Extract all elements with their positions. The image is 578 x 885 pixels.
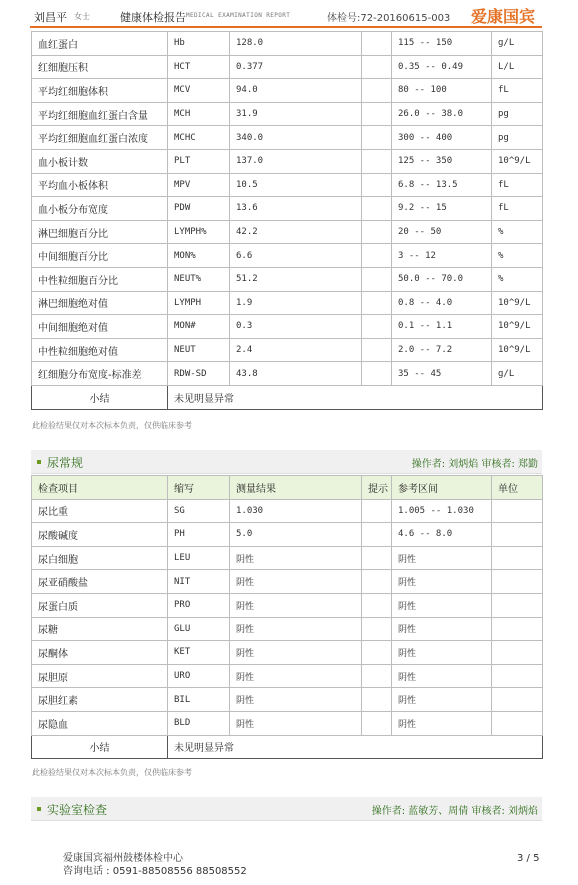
table-header-row	[32, 476, 543, 500]
bullet-icon	[37, 460, 41, 464]
item-unit: fL	[492, 79, 543, 103]
item-name: 尿比重	[32, 499, 168, 523]
item-flag	[362, 220, 392, 244]
item-unit: g/L	[492, 362, 543, 386]
table-row	[32, 523, 543, 547]
item-flag	[362, 173, 392, 197]
item-result: 5.0	[230, 523, 362, 547]
table-row	[32, 617, 543, 641]
item-unit: pg	[492, 126, 543, 150]
item-range: 阴性	[392, 641, 492, 665]
summary-label: 小结	[32, 735, 168, 759]
item-flag	[362, 32, 392, 56]
item-range: 80 -- 100	[392, 79, 492, 103]
item-unit	[492, 499, 543, 523]
table-row	[32, 267, 543, 291]
item-result: 51.2	[230, 267, 362, 291]
item-result: 137.0	[230, 149, 362, 173]
item-abbr: HCT	[168, 55, 230, 79]
item-flag	[362, 641, 392, 665]
header-divider	[30, 26, 542, 28]
item-unit	[492, 664, 543, 688]
item-flag	[362, 523, 392, 547]
item-result: 阴性	[230, 641, 362, 665]
item-unit: L/L	[492, 55, 543, 79]
summary-text: 未见明显异常	[168, 385, 543, 409]
item-name: 尿胆红素	[32, 688, 168, 712]
blood-results-table	[31, 31, 543, 410]
item-name: 尿糖	[32, 617, 168, 641]
item-name: 尿隐血	[32, 711, 168, 735]
item-abbr: NIT	[168, 570, 230, 594]
item-abbr: PH	[168, 523, 230, 547]
item-result: 阴性	[230, 617, 362, 641]
item-abbr: URO	[168, 664, 230, 688]
item-abbr: MCV	[168, 79, 230, 103]
item-result: 阴性	[230, 593, 362, 617]
item-flag	[362, 499, 392, 523]
column-header: 测量结果	[230, 476, 362, 500]
item-flag	[362, 149, 392, 173]
patient-name: 刘昌平	[34, 11, 67, 24]
item-result: 128.0	[230, 32, 362, 56]
item-result: 1.030	[230, 499, 362, 523]
report-title: 健康体检报告	[120, 11, 186, 24]
item-flag	[362, 102, 392, 126]
table-row	[32, 499, 543, 523]
table-row	[32, 32, 543, 56]
item-unit: %	[492, 244, 543, 268]
item-range: 4.6 -- 8.0	[392, 523, 492, 547]
item-range: 0.35 -- 0.49	[392, 55, 492, 79]
item-range: 3 -- 12	[392, 244, 492, 268]
summary-row	[32, 735, 543, 759]
item-abbr: RDW-SD	[168, 362, 230, 386]
item-name: 尿酮体	[32, 641, 168, 665]
item-name: 淋巴细胞绝对值	[32, 291, 168, 315]
item-unit	[492, 711, 543, 735]
section-title: 尿常规	[47, 456, 84, 470]
column-header: 检查项目	[32, 476, 168, 500]
item-result: 43.8	[230, 362, 362, 386]
brand-logo: 爱康国宾	[471, 7, 536, 26]
table-row	[32, 688, 543, 712]
item-result: 2.4	[230, 338, 362, 362]
table-row	[32, 291, 543, 315]
item-result: 1.9	[230, 291, 362, 315]
item-abbr: LEU	[168, 546, 230, 570]
item-abbr: PRO	[168, 593, 230, 617]
item-abbr: LYMPH	[168, 291, 230, 315]
item-abbr: LYMPH%	[168, 220, 230, 244]
item-range: 阴性	[392, 664, 492, 688]
item-name: 平均红细胞体积	[32, 79, 168, 103]
report-header	[0, 0, 578, 30]
item-flag	[362, 315, 392, 339]
table-row	[32, 220, 543, 244]
item-flag	[362, 126, 392, 150]
item-range: 300 -- 400	[392, 126, 492, 150]
item-unit: 10^9/L	[492, 291, 543, 315]
table-row	[32, 55, 543, 79]
item-result: 94.0	[230, 79, 362, 103]
item-flag	[362, 338, 392, 362]
item-abbr: BLD	[168, 711, 230, 735]
item-abbr: PDW	[168, 197, 230, 221]
item-result: 31.9	[230, 102, 362, 126]
item-name: 血红蛋白	[32, 32, 168, 56]
item-abbr: MPV	[168, 173, 230, 197]
item-abbr: NEUT	[168, 338, 230, 362]
summary-text: 未见明显异常	[168, 735, 543, 759]
table-row	[32, 79, 543, 103]
item-unit: 10^9/L	[492, 149, 543, 173]
item-abbr: MCHC	[168, 126, 230, 150]
item-flag	[362, 570, 392, 594]
table-row	[32, 711, 543, 735]
item-abbr: MON%	[168, 244, 230, 268]
item-name: 血小板计数	[32, 149, 168, 173]
table-row	[32, 362, 543, 386]
item-unit	[492, 523, 543, 547]
item-flag	[362, 55, 392, 79]
item-result: 阴性	[230, 664, 362, 688]
item-flag	[362, 267, 392, 291]
item-name: 血小板分布宽度	[32, 197, 168, 221]
item-name: 尿蛋白质	[32, 593, 168, 617]
table-row	[32, 197, 543, 221]
bullet-icon	[37, 807, 41, 811]
table-row	[32, 149, 543, 173]
item-unit: %	[492, 220, 543, 244]
item-name: 中性粒细胞百分比	[32, 267, 168, 291]
footer-organization: 爱康国宾福州鼓楼体检中心	[63, 853, 183, 864]
item-unit	[492, 617, 543, 641]
exam-number: 体检号:72-20160615-003	[327, 13, 451, 24]
item-result: 42.2	[230, 220, 362, 244]
item-unit	[492, 570, 543, 594]
item-range: 2.0 -- 7.2	[392, 338, 492, 362]
item-flag	[362, 546, 392, 570]
urine-results-table	[31, 475, 543, 759]
table-row	[32, 593, 543, 617]
item-unit	[492, 688, 543, 712]
item-unit	[492, 641, 543, 665]
section-header-urine	[31, 450, 542, 474]
item-flag	[362, 244, 392, 268]
item-range: 阴性	[392, 570, 492, 594]
item-range: 阴性	[392, 546, 492, 570]
item-result: 0.3	[230, 315, 362, 339]
item-result: 6.6	[230, 244, 362, 268]
table-row	[32, 570, 543, 594]
item-unit: fL	[492, 197, 543, 221]
item-abbr: SG	[168, 499, 230, 523]
item-flag	[362, 362, 392, 386]
item-abbr: KET	[168, 641, 230, 665]
item-name: 淋巴细胞百分比	[32, 220, 168, 244]
item-result: 340.0	[230, 126, 362, 150]
item-flag	[362, 617, 392, 641]
table-row	[32, 315, 543, 339]
item-range: 阴性	[392, 711, 492, 735]
item-flag	[362, 593, 392, 617]
section-header-lab	[31, 797, 542, 821]
item-range: 50.0 -- 70.0	[392, 267, 492, 291]
item-name: 红细胞压积	[32, 55, 168, 79]
item-result: 10.5	[230, 173, 362, 197]
item-name: 红细胞分布宽度-标准差	[32, 362, 168, 386]
item-flag	[362, 197, 392, 221]
report-title-en: MEDICAL EXAMINATION REPORT	[186, 12, 291, 19]
page-number: 3 / 5	[517, 853, 540, 864]
item-abbr: MON#	[168, 315, 230, 339]
item-unit: g/L	[492, 32, 543, 56]
column-header: 提示	[362, 476, 392, 500]
table-row	[32, 664, 543, 688]
item-flag	[362, 664, 392, 688]
column-header: 参考区间	[392, 476, 492, 500]
item-range: 115 -- 150	[392, 32, 492, 56]
item-name: 平均红细胞血红蛋白浓度	[32, 126, 168, 150]
item-range: 阴性	[392, 617, 492, 641]
item-result: 阴性	[230, 711, 362, 735]
item-name: 中间细胞百分比	[32, 244, 168, 268]
summary-label: 小结	[32, 385, 168, 409]
item-unit: fL	[492, 173, 543, 197]
item-result: 0.377	[230, 55, 362, 79]
item-unit: %	[492, 267, 543, 291]
item-range: 125 -- 350	[392, 149, 492, 173]
item-unit	[492, 593, 543, 617]
item-range: 9.2 -- 15	[392, 197, 492, 221]
patient-gender: 女士	[74, 12, 90, 21]
item-abbr: Hb	[168, 32, 230, 56]
section-staff: 操作者: 蓝敏芳、周倩 审核者: 刘炳焰	[371, 806, 538, 817]
item-range: 20 -- 50	[392, 220, 492, 244]
item-name: 尿白细胞	[32, 546, 168, 570]
section-staff: 操作者: 刘炳焰 审核者: 郑勤	[411, 459, 538, 470]
item-name: 中间细胞绝对值	[32, 315, 168, 339]
item-range: 26.0 -- 38.0	[392, 102, 492, 126]
item-unit: 10^9/L	[492, 338, 543, 362]
item-range: 阴性	[392, 688, 492, 712]
table-row	[32, 126, 543, 150]
column-header: 缩写	[168, 476, 230, 500]
item-abbr: PLT	[168, 149, 230, 173]
table-row	[32, 338, 543, 362]
disclaimer-note: 此检验结果仅对本次标本负责，仅供临床参考	[32, 421, 192, 430]
disclaimer-note: 此检验结果仅对本次标本负责，仅供临床参考	[32, 768, 192, 777]
item-name: 尿酸碱度	[32, 523, 168, 547]
item-flag	[362, 688, 392, 712]
item-name: 尿胆原	[32, 664, 168, 688]
item-name: 中性粒细胞绝对值	[32, 338, 168, 362]
table-row	[32, 546, 543, 570]
item-range: 35 -- 45	[392, 362, 492, 386]
item-unit	[492, 546, 543, 570]
item-unit: pg	[492, 102, 543, 126]
item-result: 13.6	[230, 197, 362, 221]
item-range: 0.8 -- 4.0	[392, 291, 492, 315]
item-abbr: NEUT%	[168, 267, 230, 291]
item-abbr: GLU	[168, 617, 230, 641]
section-title: 实验室检查	[47, 803, 108, 817]
column-header: 单位	[492, 476, 543, 500]
item-result: 阴性	[230, 570, 362, 594]
table-row	[32, 173, 543, 197]
summary-row	[32, 385, 543, 409]
item-abbr: MCH	[168, 102, 230, 126]
item-abbr: BIL	[168, 688, 230, 712]
table-row	[32, 244, 543, 268]
table-row	[32, 102, 543, 126]
item-flag	[362, 291, 392, 315]
item-range: 1.005 -- 1.030	[392, 499, 492, 523]
item-name: 平均血小板体积	[32, 173, 168, 197]
item-range: 阴性	[392, 593, 492, 617]
item-name: 尿亚硝酸盐	[32, 570, 168, 594]
item-flag	[362, 79, 392, 103]
item-unit: 10^9/L	[492, 315, 543, 339]
item-result: 阴性	[230, 688, 362, 712]
item-result: 阴性	[230, 546, 362, 570]
item-range: 6.8 -- 13.5	[392, 173, 492, 197]
table-row	[32, 641, 543, 665]
item-range: 0.1 -- 1.1	[392, 315, 492, 339]
item-flag	[362, 711, 392, 735]
footer-phone: 咨询电话 : 0591-88508556 88508552	[63, 866, 247, 877]
item-name: 平均红细胞血红蛋白含量	[32, 102, 168, 126]
